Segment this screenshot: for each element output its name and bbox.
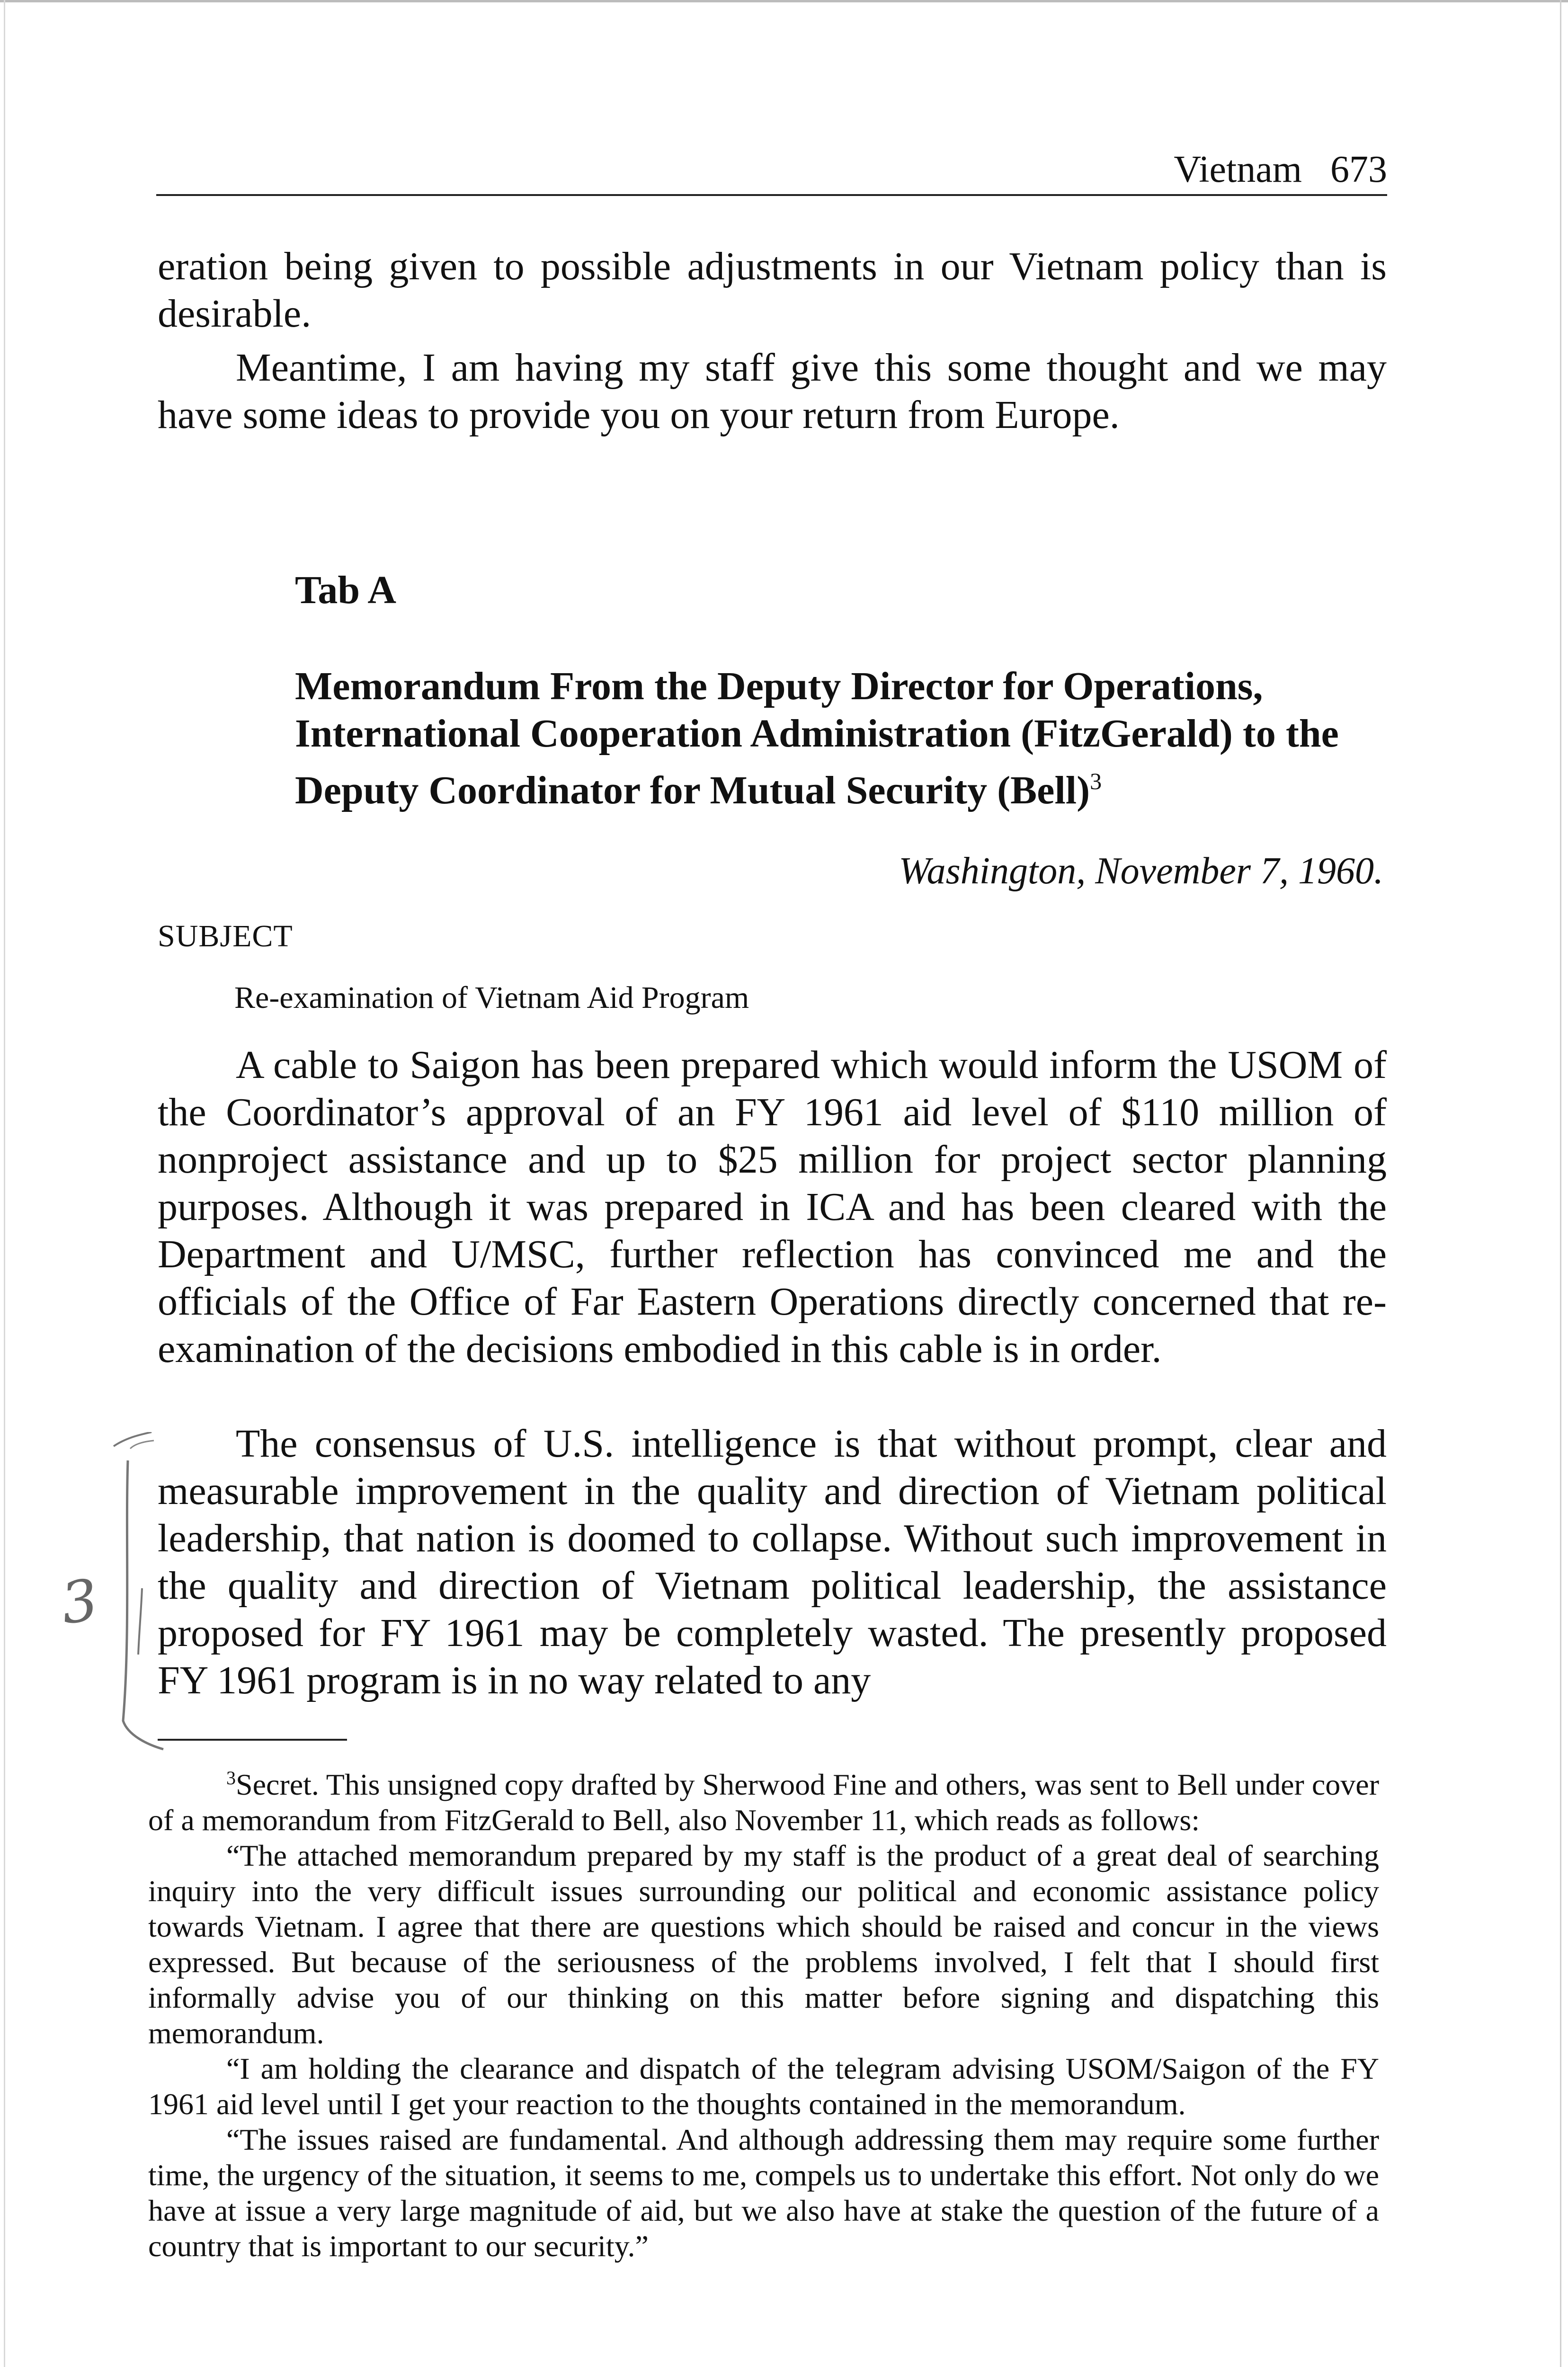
footnote-rule — [158, 1739, 347, 1741]
tab-heading: Tab A — [295, 568, 397, 612]
subject-label: SUBJECT — [158, 919, 293, 953]
memo-paragraph-2: The consensus of U.S. intelligence is that without prompt, clear and measurable improvement in the quality and direction of Vietnam political leadership, that nation is doomed to collapse. Without such improvement in the quality and direction of Vietnam political leadership, the assistance proposed for FY 1961 may be completely wasted. The presently proposed FY 1961 program is in no way related to any — [158, 1422, 1387, 1702]
margin-bracket-icon — [33, 1432, 166, 1754]
running-head-text — [1174, 151, 1387, 188]
meantime-paragraph: Meantime, I am having my staff give this some thought and we may have some ideas to provide you on your return from Europe. — [158, 346, 1387, 437]
memo-title — [295, 663, 1384, 814]
footnote-paragraph-2: “The attached memorandum prepared by my staff is the product of a great deal of searching inquiry into the very difficult issues surrounding our political and economic assistance policy towards Vietnam. I agree that there are questions which should be raised and concur in the views expressed. But because of the seriousness of the problems involved, I felt that I should first informally advise you of our thinking on this matter before signing and dispatching this memorandum. — [148, 1839, 1379, 2050]
footnote-paragraph-3: “I am holding the clearance and dispatch of the telegram advising USOM/Saigon of the FY 1961 aid level until I get your reaction to the thoughts contained in the memorandum. — [148, 2052, 1379, 2121]
footnote-marker: 3 — [226, 1767, 236, 1789]
footnotes — [148, 1760, 1379, 2264]
footnote-text-1: Secret. This unsigned copy drafted by Sherwood Fine and others, was sent to Bell under cover of a memorandum from FitzGerald to Bell, also November 11, which reads as follows: — [148, 1768, 1379, 1837]
page-number: 673 — [1330, 149, 1387, 190]
scan-edge-left — [4, 0, 5, 2367]
memo-title-text: Memorandum From the Deputy Director for Operations, International Cooperation Administration (FitzGerald) to the Deputy Coordinator for Mutual Security (Bell) — [295, 664, 1339, 812]
subject-text: Re-examination of Vietnam Aid Program — [234, 980, 749, 1015]
continuation-paragraph: eration being given to possible adjustments in our Vietnam policy than is desirable. — [158, 244, 1387, 336]
memo-paragraph-1: A cable to Saigon has been prepared which would inform the USOM of the Coordinator’s approval of an FY 1961 aid level of $110 million of nonproject assistance and up to $25 million for project sector planning purposes. Although it was prepared in ICA and has been cleared with the Department and U/MSC, further reflection has convinced me and the officials of the Office of Far Eastern Operations directly concerned that re-examination of the decisions embodied in this cable is in order. — [158, 1043, 1387, 1371]
running-title: Vietnam — [1174, 149, 1302, 190]
footnote-paragraph-4: “The issues raised are fundamental. And although addressing them may require some further time, the urgency of the situation, it seems to me, compels us to undertake this effort. Not only do we have at issue a very large magnitude of aid, but we also have at stake the question of the future of a country that is important to our security.” — [148, 2123, 1379, 2263]
margin-handwritten-number: 3 — [57, 1567, 102, 1637]
handwritten-margin-mark — [33, 1432, 166, 1756]
dateline: Washington, November 7, 1960. — [899, 850, 1383, 892]
scan-edge-top — [0, 0, 1568, 2]
footnote-paragraph-1 — [148, 1760, 1379, 1838]
memo-footnote-ref[interactable]: 3 — [1090, 768, 1102, 794]
running-header — [156, 144, 1387, 196]
scan-edge-right — [1560, 0, 1561, 2367]
